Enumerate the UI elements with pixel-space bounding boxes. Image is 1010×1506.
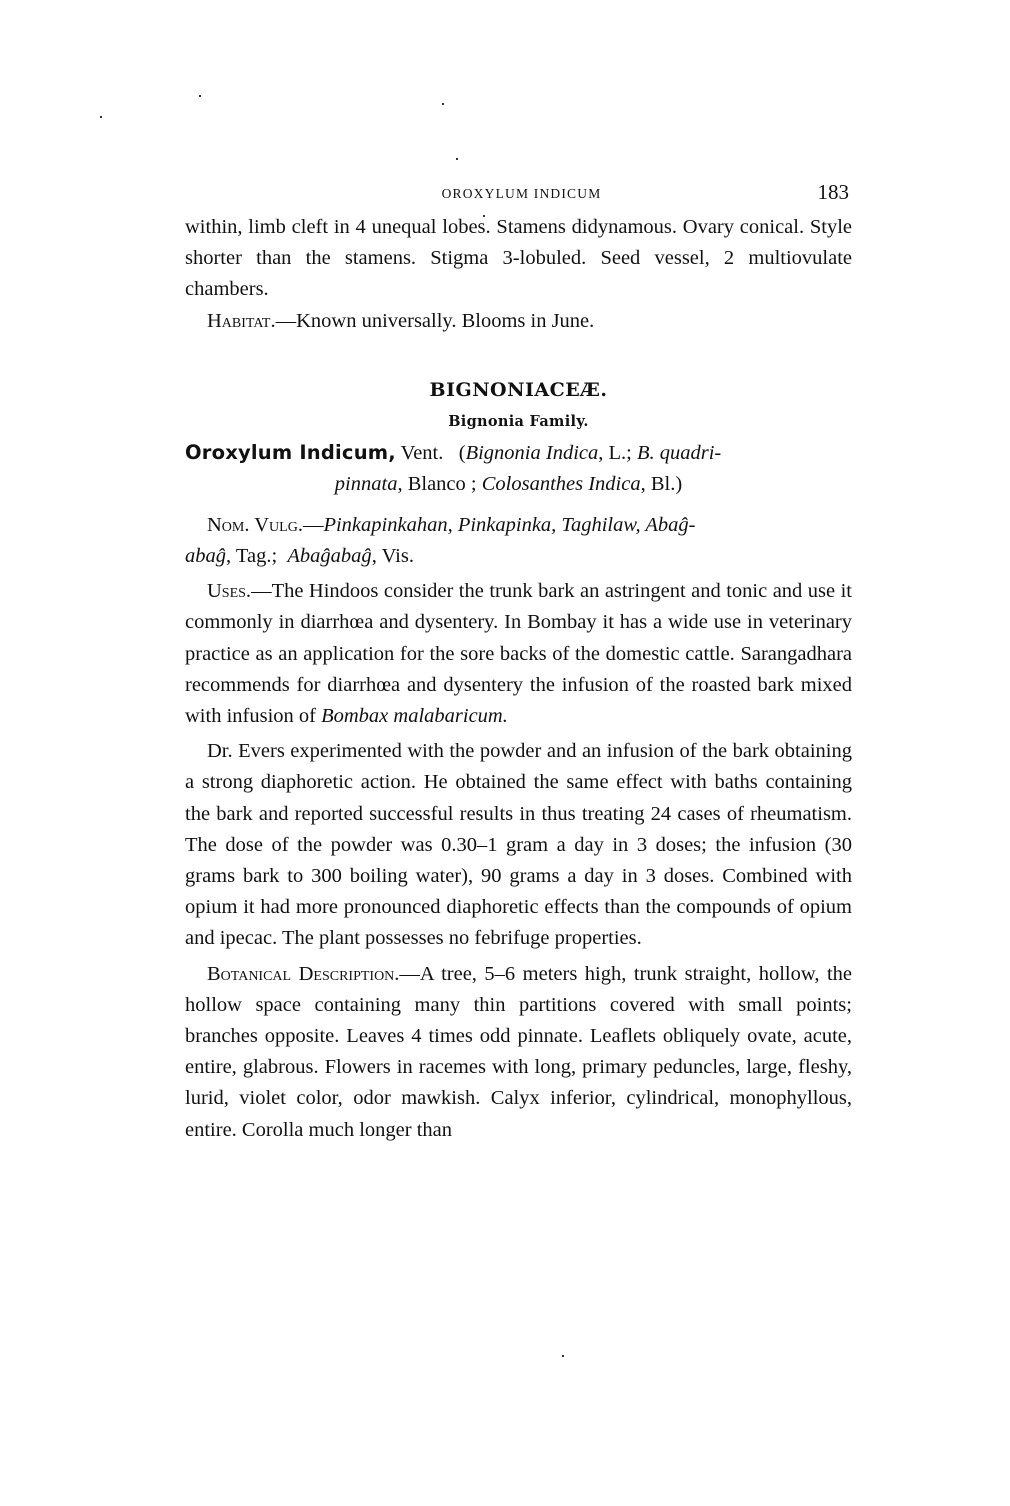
synonym-name: B. quadri- — [636, 441, 722, 464]
habitat-label: Habitat. — [207, 309, 276, 332]
continuation-paragraph: within, limb cleft in 4 unequal lobes. Stamens didynamous. Ovary conical. Style shorter than the stamens. Stigma 3-lobuled. Seed vessel, 2 multiovulate chambers. — [185, 216, 852, 301]
evers-paragraph: Dr. Evers experimented with the powder and an infusion of the bark obtaining a strong diaphoretic action. He obtained the same effect with baths containing the bark and reported successful results in thus treating 24 cases of rheumatism. The dose of the powder was 0.30–1 gram a day in 3 doses; the infusion (30 grams bark to 300 boiling water), 90 grams a day in 3 doses. Combined with opium it had more pronounced diaphoretic effects than the compounds of opium and ipecac. The plant possesses no febrifuge properties. — [185, 740, 852, 950]
page-number: 183 — [817, 180, 849, 204]
botanical-description-dash: — — [399, 962, 420, 985]
synonym-authority: L. — [608, 441, 627, 464]
tagalog-names: Pinkapinkahan, Pinkapinka, Taghilaw, Abaĝ- — [323, 513, 696, 536]
botanical-description-label: Botanical Description. — [207, 962, 400, 985]
tagalog-names-cont: abaĝ — [185, 545, 226, 568]
scan-speck — [562, 1355, 564, 1357]
family-subheading: Bignonia Family. — [448, 412, 589, 430]
running-header — [185, 178, 852, 212]
synonym-name: Colosanthes Indica — [481, 472, 641, 495]
species-name: Oroxylum Indicum, — [185, 440, 396, 464]
book-page — [185, 178, 852, 1146]
uses-paragraph — [185, 576, 852, 732]
species-entry — [185, 437, 852, 500]
visayan-names: Abaĝabaĝ — [287, 545, 372, 568]
uses-italic-species: Bombax malabaricum. — [321, 705, 508, 728]
scan-speck — [442, 103, 444, 105]
nom-vulg-paragraph: Nom. Vulg.—Pinkapinkahan, Pinkapinka, Taghilaw, Abaĝ- abaĝ, Tag.; Abaĝabaĝ, Vis. — [185, 513, 696, 568]
habitat-text: Known universally. Blooms in June. — [296, 309, 595, 332]
nom-vulg-label: Nom. Vulg. — [207, 513, 303, 536]
uses-text: The Hindoos consider the trunk bark an astringent and tonic and use it commonly in diarrhœa and dysentery. In Bombay it has a wide use in veterinary practice as an application for the sore backs of the domestic cattle. Sarangadhara recommends for diarrhœa and dysentery the infusion of the roasted bark mixed with infusion of — [185, 580, 852, 728]
synonym-name: Bignonia Indica — [465, 441, 599, 464]
uses-label: Uses. — [207, 580, 252, 603]
species-authority: Vent. — [395, 441, 444, 464]
scan-speck — [100, 116, 102, 118]
uses-dash: — — [251, 580, 272, 603]
habitat-dash: — — [275, 309, 297, 332]
running-title: OROXYLUM INDICUM — [441, 186, 602, 201]
scan-speck — [199, 95, 201, 97]
synonym-authority: Bl. — [650, 472, 676, 495]
scan-speck — [456, 158, 458, 160]
botanical-description-text: A tree, 5–6 meters high, trunk straight, hollow, the hollow space containing many thin partitions covered with small points; branches opposite. Leaves 4 times odd pinnate. Leaflets obliquely ovate, acute, entire, glabrous. Flowers in racemes with long, primary peduncles, large, fleshy, lurid, violet color, odor mawkish. Calyx inferior, cylindrical, monophyllous, entire. Corolla much longer than — [185, 962, 852, 1141]
nom-vulg-dash: — — [302, 513, 324, 536]
species-line-1: Oroxylum Indicum, Vent. (Bignonia Indica, L.; B. quadri- — [185, 440, 722, 464]
botanical-description-paragraph — [185, 959, 852, 1146]
habitat-paragraph — [185, 306, 852, 337]
tagalog-label: Tag.; — [235, 545, 278, 568]
synonym-name: pinnata — [334, 472, 398, 495]
species-line-2: pinnata, Blanco ; Colosanthes Indica, Bl.) — [334, 472, 683, 495]
synonym-authority: Blanco — [407, 472, 466, 495]
family-heading: BIGNONIACEÆ. — [429, 378, 608, 401]
visayan-label: Vis. — [381, 545, 414, 568]
